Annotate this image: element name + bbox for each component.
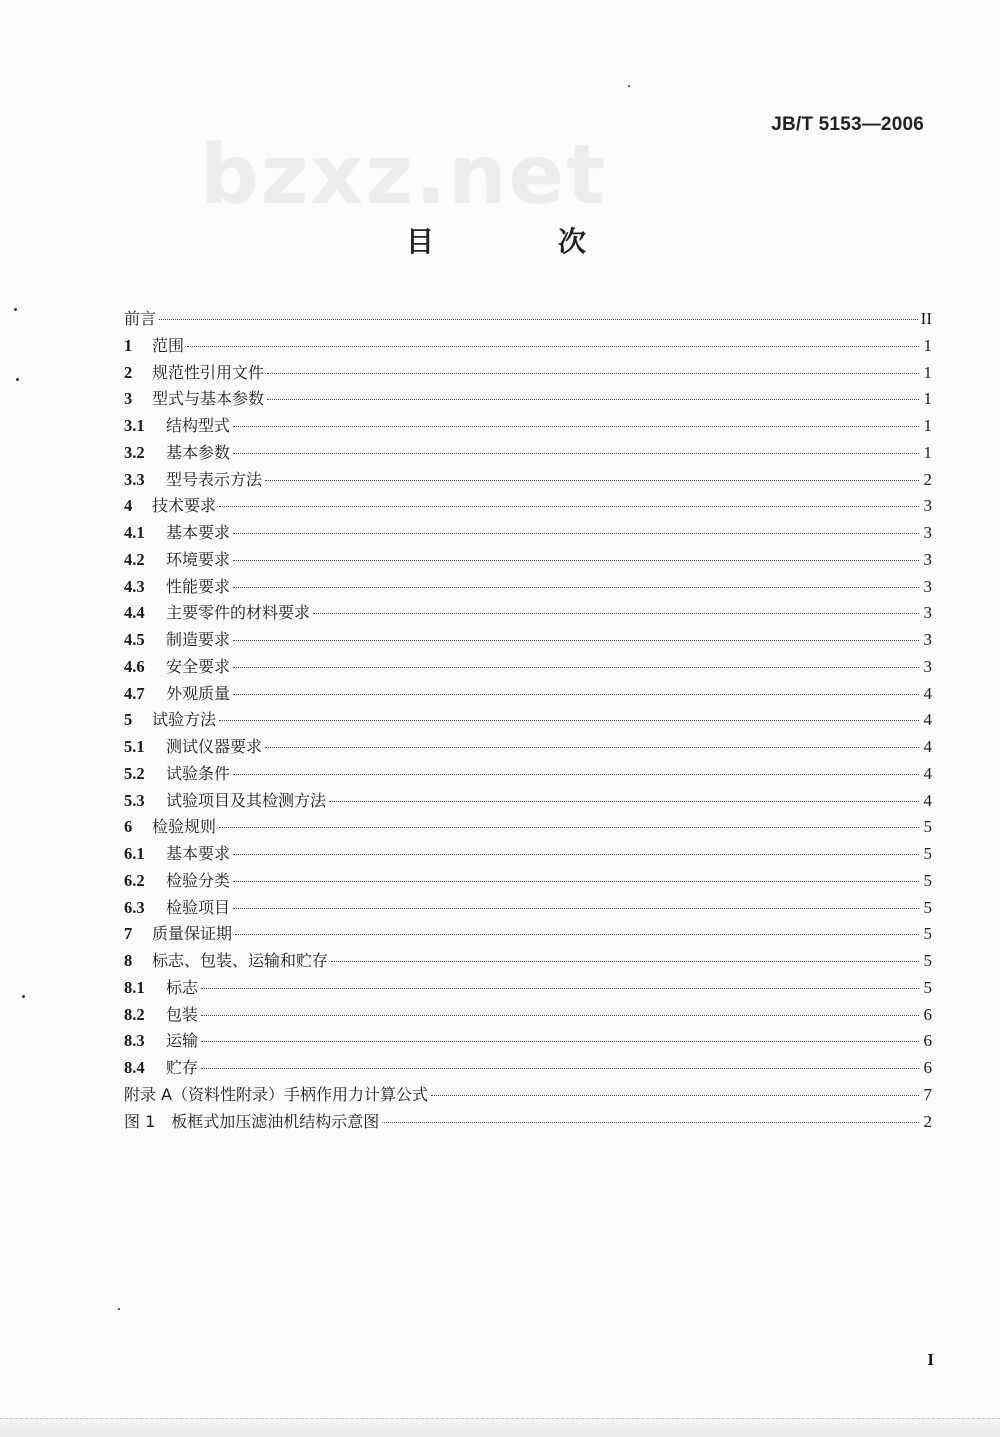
toc-entry-label: 主要零件的材料要求 [166, 603, 311, 623]
toc-entry [124, 333, 932, 360]
scan-speck [22, 995, 25, 998]
scan-bottom-edge [0, 1418, 1000, 1437]
toc-entry-page: 6 [923, 1058, 932, 1077]
toc-entry-page: 2 [923, 1111, 932, 1131]
toc-entry-label: 基本要求 [166, 523, 231, 542]
toc-entry-page: 1 [923, 442, 932, 462]
toc-entry-label: 检验规则 [152, 817, 217, 837]
toc-entry-label: 制造要求 [166, 630, 231, 649]
toc-entry-page: 3 [923, 576, 932, 596]
toc-entry-number: 4.7 [124, 683, 145, 703]
toc-leader-dots [233, 667, 919, 668]
toc-entry [124, 600, 932, 627]
toc-entry [124, 761, 932, 788]
scan-speck [628, 85, 630, 87]
toc-entry-number: 3 [124, 389, 133, 409]
toc-entry-number: 5.1 [124, 737, 145, 756]
toc-entry-number: 5 [124, 710, 133, 730]
toc-leader-dots [187, 346, 919, 347]
toc-entry-label: 性能要求 [166, 576, 231, 596]
toc-entry [124, 1028, 932, 1055]
toc-entry-label: 基本要求 [166, 844, 231, 863]
toc-entry [124, 895, 932, 922]
toc-entry-label: 附录 A（资料性附录）手柄作用力计算公式 [124, 1084, 429, 1104]
toc-leader-dots [313, 613, 919, 614]
toc-leader-dots [431, 1095, 919, 1096]
toc-entry-number: 4.3 [124, 576, 145, 596]
toc-entry-label: 检验分类 [166, 870, 231, 890]
toc-leader-dots [233, 426, 919, 427]
page-title: 目 次 [405, 225, 634, 258]
toc-entry-number: 5.3 [124, 790, 145, 810]
toc-entry-page: 5 [923, 844, 932, 863]
toc-entry-page: 1 [923, 416, 932, 435]
toc-entry-label: 试验方法 [152, 710, 217, 730]
toc-entry-label: 标志 [166, 977, 199, 997]
toc-entry-number: 4.5 [124, 630, 145, 649]
toc-leader-dots [329, 801, 919, 802]
toc-entry-label: 范围 [152, 335, 185, 355]
toc-entry-page: II [920, 309, 932, 328]
toc-leader-dots [267, 399, 919, 400]
toc-entry-label: 运输 [166, 1031, 199, 1051]
toc-entry [124, 360, 932, 387]
toc-entry [124, 493, 932, 520]
toc-entry-label: 贮存 [166, 1058, 199, 1077]
toc-leader-dots [201, 1015, 919, 1016]
toc-entry-page: 1 [923, 362, 932, 382]
toc-leader-dots [233, 908, 919, 909]
toc-leader-dots [233, 854, 919, 855]
toc-entry-page: 6 [923, 1004, 932, 1024]
toc-entry-number: 4 [124, 496, 133, 516]
toc-entry [124, 707, 932, 734]
toc-leader-dots [233, 533, 919, 534]
toc-entry [124, 788, 932, 815]
toc-entry [124, 413, 932, 440]
scan-speck [14, 308, 17, 311]
toc-entry-number: 8.4 [124, 1058, 145, 1077]
toc-entry-label: 标志、包装、运输和贮存 [152, 951, 329, 970]
toc-entry [124, 386, 932, 413]
toc-entry-page: 3 [923, 496, 932, 516]
toc-entry-page: 6 [923, 1031, 932, 1051]
toc-leader-dots [233, 587, 919, 588]
toc-leader-dots [233, 881, 919, 882]
toc-leader-dots [233, 560, 919, 561]
toc-entry-label: 包装 [166, 1004, 199, 1024]
toc-entry-label: 测试仪器要求 [166, 737, 263, 756]
toc-entry-number: 6.2 [124, 870, 145, 890]
toc-entry [124, 1109, 932, 1136]
toc-entry-page: 3 [923, 656, 932, 676]
toc-entry [124, 574, 932, 601]
toc-entry-number: 3.3 [124, 469, 145, 489]
toc-entry-page: 3 [923, 603, 932, 623]
toc-leader-dots [265, 480, 919, 481]
toc-leader-dots [201, 1068, 919, 1069]
toc-entry [124, 681, 932, 708]
table-of-contents [124, 306, 932, 1135]
toc-entry-number: 3.2 [124, 442, 145, 462]
toc-leader-dots [265, 747, 919, 748]
toc-entry-number: 4.6 [124, 656, 145, 676]
toc-entry-page: 2 [923, 469, 932, 489]
toc-entry-number: 1 [124, 335, 133, 355]
toc-entry [124, 975, 932, 1002]
toc-entry-number: 6 [124, 817, 133, 837]
toc-entry-number: 8.1 [124, 977, 145, 997]
toc-entry [124, 547, 932, 574]
toc-entry-number: 8.3 [124, 1031, 145, 1051]
toc-leader-dots [159, 319, 918, 320]
toc-entry-number: 5.2 [124, 763, 145, 783]
toc-entry [124, 1055, 932, 1082]
toc-entry-page: 4 [923, 790, 932, 810]
toc-entry-page: 5 [923, 897, 932, 917]
toc-entry-label: 技术要求 [152, 496, 217, 516]
toc-entry-page: 5 [923, 817, 932, 837]
toc-leader-dots [331, 961, 919, 962]
toc-entry [124, 654, 932, 681]
watermark: bzxz.net [200, 128, 608, 223]
toc-entry-label: 型号表示方法 [166, 469, 263, 489]
toc-leader-dots [382, 1122, 919, 1123]
toc-entry-label: 型式与基本参数 [152, 389, 265, 409]
toc-entry-number: 8.2 [124, 1004, 145, 1024]
toc-entry-page: 4 [923, 683, 932, 703]
toc-entry-page: 5 [923, 924, 932, 944]
toc-entry-label: 质量保证期 [152, 924, 233, 944]
toc-leader-dots [233, 640, 919, 641]
toc-entry [124, 841, 932, 868]
toc-entry [124, 306, 932, 333]
toc-entry-label: 检验项目 [166, 897, 231, 917]
toc-leader-dots [233, 694, 919, 695]
toc-entry [124, 868, 932, 895]
toc-leader-dots [219, 506, 919, 507]
toc-entry-page: 1 [923, 389, 932, 409]
scan-speck [118, 1308, 120, 1310]
scan-speck [16, 378, 19, 381]
toc-entry [124, 440, 932, 467]
toc-entry-number: 4.1 [124, 523, 145, 542]
toc-entry-page: 5 [923, 951, 932, 970]
toc-entry [124, 814, 932, 841]
toc-entry-label: 前言 [124, 309, 157, 328]
toc-entry [124, 921, 932, 948]
toc-entry [124, 1002, 932, 1029]
toc-entry-number: 4.2 [124, 549, 145, 569]
toc-entry-number: 8 [124, 951, 133, 970]
toc-entry-label: 试验项目及其检测方法 [166, 790, 327, 810]
toc-entry-number: 6.1 [124, 844, 145, 863]
toc-entry-label: 结构型式 [166, 416, 231, 435]
toc-leader-dots [233, 453, 919, 454]
toc-entry-page: 3 [923, 630, 932, 649]
page-number: I [927, 1350, 934, 1369]
toc-entry-number: 6.3 [124, 897, 145, 917]
toc-entry-number: 4.4 [124, 603, 145, 623]
toc-leader-dots [233, 774, 919, 775]
toc-entry [124, 1082, 932, 1109]
toc-entry-page: 3 [923, 549, 932, 569]
toc-entry-label: 基本参数 [166, 442, 231, 462]
toc-leader-dots [201, 988, 919, 989]
toc-entry-label: 规范性引用文件 [152, 362, 265, 382]
toc-leader-dots [235, 934, 919, 935]
toc-leader-dots [219, 720, 919, 721]
toc-entry-page: 4 [923, 763, 932, 783]
toc-entry-page: 1 [923, 335, 932, 355]
toc-entry [124, 734, 932, 761]
toc-entry-page: 3 [923, 523, 932, 542]
toc-entry-number: 7 [124, 924, 133, 944]
toc-entry-label: 环境要求 [166, 549, 231, 569]
toc-entry-page: 5 [923, 870, 932, 890]
toc-entry-page: 7 [923, 1084, 932, 1104]
toc-entry-page: 5 [923, 977, 932, 997]
toc-entry [124, 467, 932, 494]
toc-entry-label: 图 1 板框式加压滤油机结构示意图 [124, 1111, 380, 1131]
toc-entry-page: 4 [923, 737, 932, 756]
toc-entry [124, 627, 932, 654]
toc-entry [124, 520, 932, 547]
toc-leader-dots [267, 373, 919, 374]
toc-leader-dots [219, 827, 919, 828]
toc-entry-label: 安全要求 [166, 656, 231, 676]
toc-entry-label: 外观质量 [166, 683, 231, 703]
toc-entry-label: 试验条件 [166, 763, 231, 783]
toc-leader-dots [201, 1041, 919, 1042]
toc-entry-number: 2 [124, 362, 133, 382]
toc-entry-page: 4 [923, 710, 932, 730]
toc-entry-number: 3.1 [124, 416, 145, 435]
toc-entry [124, 948, 932, 975]
standard-code: JB/T 5153—2006 [771, 114, 924, 135]
